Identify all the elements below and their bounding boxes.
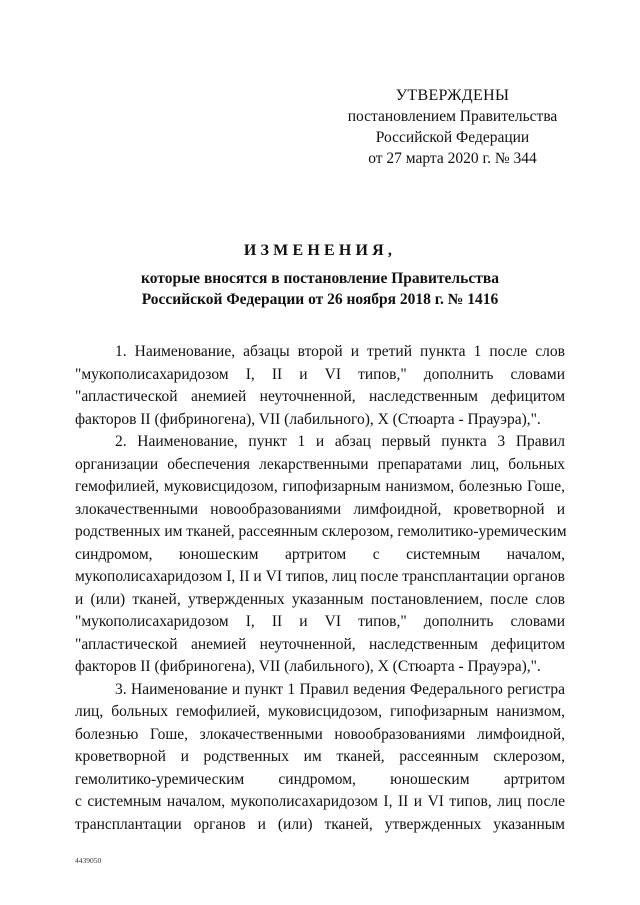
paragraph-line: злокачественными новообразованиями лимфоидной, кроветворной и — [75, 500, 565, 518]
paragraph-line: 2. Наименование, пункт 1 и абзац первый пункта 3 Правил — [115, 433, 565, 450]
document-title: ИЗМЕНЕНИЯ, — [243, 242, 397, 259]
paragraph-line: 1. Наименование, абзацы второй и третий пункта 1 после слов — [115, 343, 565, 360]
paragraph-3 — [75, 679, 565, 837]
approval-line-3: Российской Федерации — [375, 129, 530, 146]
paragraph-line: факторов II (фибриногена), VII (лабильного), X (Стюарта - Прауэра),". — [75, 658, 541, 675]
paragraph-line: трансплантации органов и (или) тканей, утвержденных указанным — [75, 815, 565, 833]
paragraph-line: с системным началом, мукополисахаридозом I, II и VI типов, лиц после — [75, 793, 565, 810]
paragraph-line: факторов II (фибриногена), VII (лабильного), X (Стюарта - Прауэра),". — [75, 410, 541, 428]
paragraph-line: организации обеспечения лекарственными препаратами лиц, больных — [75, 455, 565, 473]
paragraph-line: болезнью Гоше, злокачественными новообразованиями лимфоидной, — [75, 725, 565, 743]
document-subtitle — [0, 268, 640, 310]
approval-line-2: постановлением Правительства — [347, 108, 558, 125]
paragraph-line: "мукополисахаридозом I, II и VI типов," дополнить словами — [75, 365, 565, 383]
paragraph-line: "мукополисахаридозом I, II и VI типов," дополнить словами — [75, 613, 565, 630]
paragraph-line: гемолитико-уремическим синдромом, юношеским артритом — [75, 770, 565, 788]
paragraph-line: "апластической анемией неуточненной, наследственным дефицитом — [75, 635, 565, 653]
subtitle-line-2: Российской Федерации от 26 ноября 2018 г. № 1416 — [141, 291, 499, 308]
approval-heading: УТВЕРЖДЕНЫ — [395, 87, 510, 104]
paragraph-line: лиц, больных гемофилией, муковисцидозом, гипофизарным нанизмом, — [75, 703, 565, 720]
paragraph-line: 3. Наименование и пункт 1 Правил ведения Федерального регистра — [115, 680, 565, 698]
paragraph-1 — [75, 341, 565, 431]
paragraph-line: кроветворной и родственных им тканей, рассеянным склерозом, — [75, 748, 565, 765]
document-body — [75, 341, 565, 836]
approval-block — [345, 85, 560, 169]
subtitle-line-1: которые вносятся в постановление Правительства — [141, 270, 499, 287]
paragraph-line: мукополисахаридозом I, II и VI типов, лиц после трансплантации органов — [75, 568, 565, 585]
paragraph-line: родственных им тканей, рассеянным склерозом, гемолитико-уремическим — [75, 523, 567, 540]
approval-date-number: от 27 марта 2020 г. № 344 — [368, 150, 537, 167]
paragraph-2 — [75, 431, 565, 679]
paragraph-line: синдромом, юношеским артритом с системным началом, — [75, 545, 565, 563]
document-code: 4439050 — [75, 856, 102, 865]
paragraph-line: гемофилией, муковисцидозом, гипофизарным нанизмом, болезнью Гоше, — [75, 478, 565, 495]
paragraph-line: и (или) тканей, утвержденных указанным постановлением, после слов — [75, 590, 565, 608]
paragraph-line: "апластической анемией неуточненной, наследственным дефицитом — [75, 388, 565, 405]
